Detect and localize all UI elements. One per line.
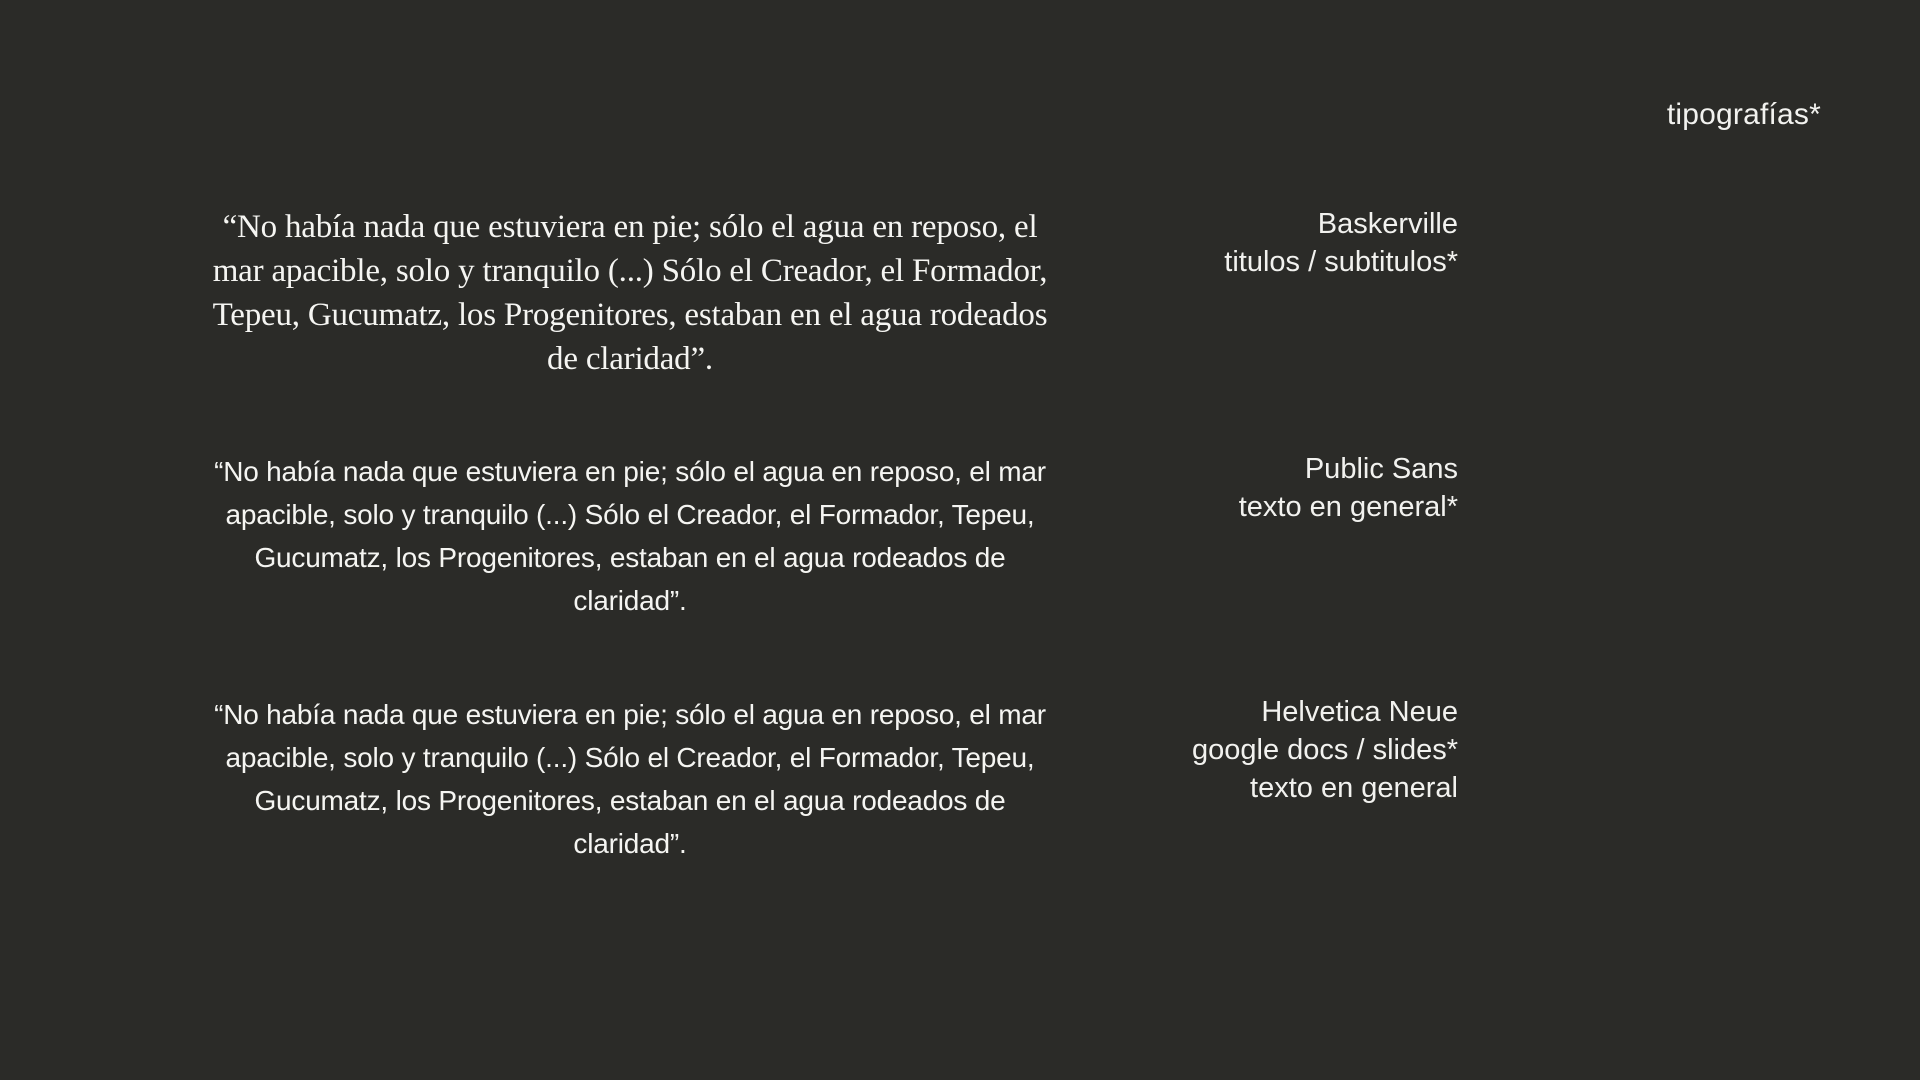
font-description-public-sans <box>1239 450 1458 526</box>
sample-text-helvetica-neue: “No había nada que estuviera en pie; sólo el agua en reposo, el mar apacible, solo y tranquilo (...) Sólo el Creador, el Formador, Tepeu, Gucumatz, los Progenitores, estaban en el agua rodeados de claridad”. <box>214 699 1046 859</box>
sample-text-baskerville: “No había nada que estuviera en pie; sólo el agua en reposo, el mar apacible, solo y tranquilo (...) Sólo el Creador, el Formador, Tepeu, Gucumatz, los Progenitores, estaban en el agua rodeados de claridad”. <box>212 209 1048 377</box>
font-usage: google docs / slides* <box>1192 734 1458 766</box>
font-usage: texto en general* <box>1238 491 1458 523</box>
font-usage: titulos / subtitulos* <box>1224 246 1458 278</box>
sample-text-public-sans: “No había nada que estuviera en pie; sólo el agua en reposo, el mar apacible, solo y tranquilo (...) Sólo el Creador, el Formador, Tepeu, Gucumatz, los Progenitores, estaban en el agua rodeados de claridad”. <box>214 456 1046 616</box>
font-name: Baskerville <box>1317 208 1458 240</box>
font-name: Helvetica Neue <box>1261 696 1458 728</box>
slide-label: tipografías* <box>1666 98 1821 131</box>
font-description-baskerville <box>1224 205 1458 281</box>
font-description-helvetica-neue <box>1192 693 1458 807</box>
font-usage-secondary: texto en general <box>1250 772 1458 804</box>
font-name: Public Sans <box>1304 453 1458 485</box>
